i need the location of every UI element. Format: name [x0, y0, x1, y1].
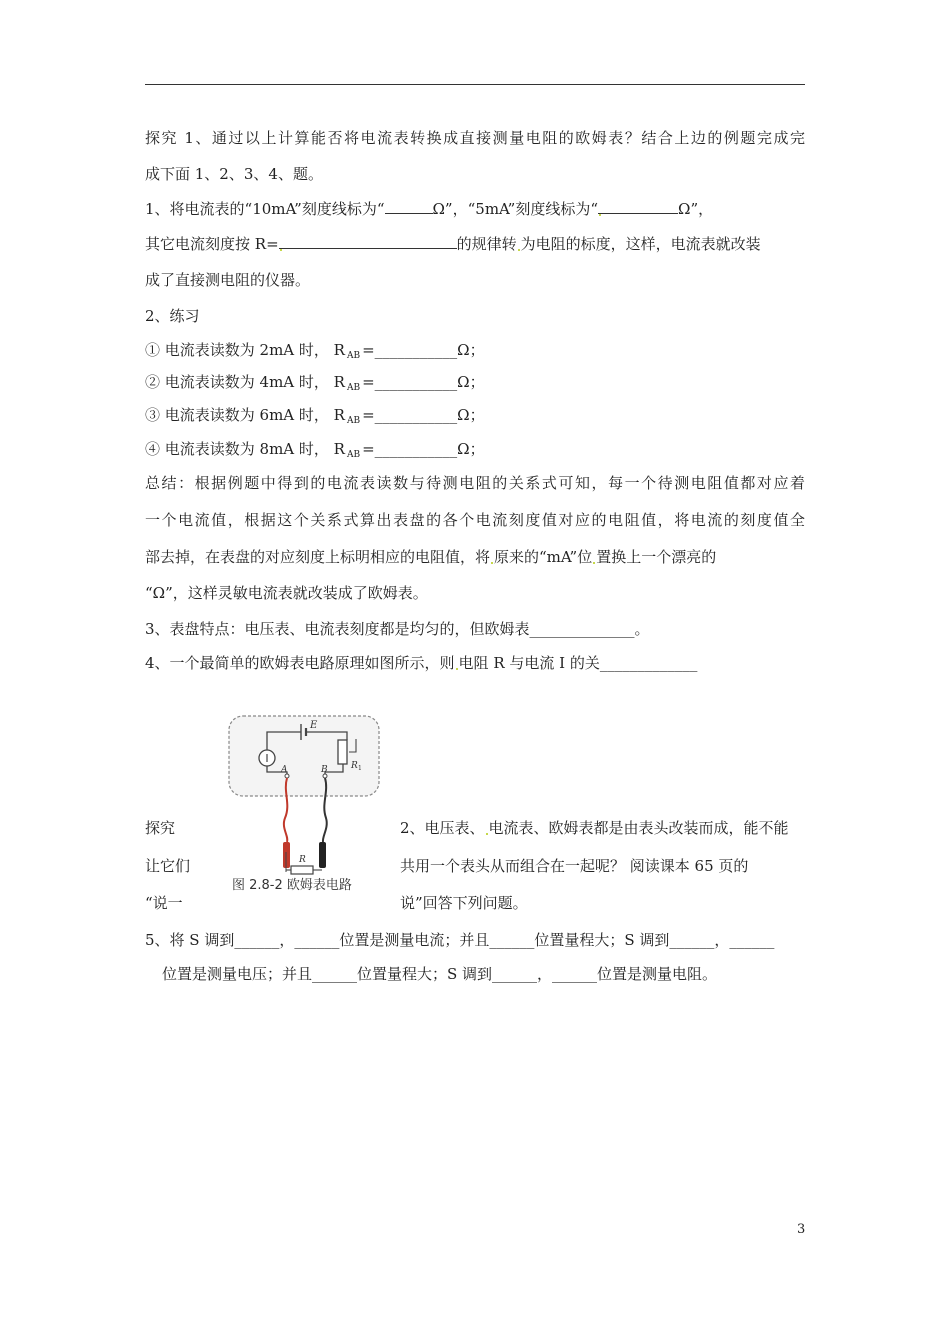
q1-line2: [145, 234, 761, 254]
q4-text-b: 电阻 R 与电流 I 的关: [458, 654, 600, 672]
q2-item-unit: Ω；: [457, 341, 485, 359]
q2-item-subscript: AB: [346, 383, 361, 393]
q2-item-equals: =: [362, 373, 375, 391]
scan-dot-mark: [491, 562, 493, 564]
q2-item-3: [145, 405, 485, 431]
q2-item-subscript: AB: [346, 450, 361, 460]
q1-line2-text-c: 为电阻的标度，这样，电流表就改装: [520, 235, 761, 253]
explore1-line1: 探究 1、通过以上计算能否将电流表转换成直接测量电阻的欧姆表？结合上边的例题完成完: [145, 129, 805, 147]
q1-line2-text-a: 其它电流刻度按 R=: [145, 235, 279, 253]
label-r1: R: [351, 761, 358, 771]
q2-item-2: [145, 372, 485, 398]
q2-item-label: ④ 电流表读数为 8mA 时， R: [145, 440, 345, 458]
q2-item-unit: Ω；: [457, 406, 485, 424]
q2-title: 2、练习: [145, 307, 200, 325]
q1-text-b: Ω”，“5mA”刻度线标为“: [432, 200, 599, 218]
scan-dot-mark: [456, 668, 458, 670]
resistor-r: [291, 866, 313, 874]
q2-item-1: [145, 340, 485, 366]
label-b: B: [321, 765, 328, 775]
q1-blank-formula[interactable]: [279, 234, 457, 249]
summary-line3: [145, 547, 716, 567]
q4-text-a: 4、一个最简单的欧姆表电路原理如图所示，则: [145, 654, 455, 672]
explore2-left-1: 探究: [145, 819, 176, 837]
scan-dot-mark: [486, 833, 488, 835]
q1-text-a: 1、将电流表的“10mA”刻度线标为“: [145, 200, 385, 218]
explore2-right-3: 说”回答下列问题。: [400, 894, 528, 912]
dashed-enclosure: [229, 716, 379, 796]
label-a: A: [281, 765, 288, 775]
scan-dot-mark: [518, 249, 520, 251]
q3-text: 3、表盘特点：电压表、电流表刻度都是均匀的，但欧姆表: [145, 620, 530, 638]
q5-line1: 5、将 S 调到______，______位置是测量电流；并且______位置量程大；S 调到______，______: [145, 931, 775, 949]
q2-item-unit: Ω；: [457, 440, 485, 458]
explore2-right-1b: 电流表、欧姆表都是由表头改装而成，能不能: [488, 819, 789, 837]
label-e: E: [310, 720, 318, 731]
summary-line4: “Ω”，这样灵敏电流表就改装成了欧姆表。: [145, 584, 428, 602]
label-r: R: [299, 855, 306, 865]
summary-line1: 总结：根据例题中得到的电流表读数与待测电阻的关系式可知，每一个待测电阻值都对应着: [145, 474, 805, 492]
q4-line: [145, 653, 697, 673]
explore2-right-1: [400, 818, 789, 838]
explore2-right-1a: 2、电压表、: [400, 819, 485, 837]
q3-blank[interactable]: ______________: [529, 620, 635, 638]
explore1-line2: 成下面 1、2、3、4、题。: [145, 165, 323, 183]
q1-blank-10ma[interactable]: [385, 199, 433, 214]
q4-blank[interactable]: _____________: [599, 654, 698, 672]
q2-item-label: ③ 电流表读数为 6mA 时， R: [145, 406, 345, 424]
page-number: 3: [797, 1222, 806, 1237]
q2-item-equals: =: [362, 341, 375, 359]
black-probe: [319, 842, 326, 868]
q2-item-subscript: AB: [346, 416, 361, 426]
summary-line3-b: 原来的“mA”位: [494, 548, 593, 566]
q1-line3: 成了直接测电阻的仪器。: [145, 271, 311, 289]
figure-caption: 图 2.8-2 欧姆表电路: [232, 878, 352, 893]
q2-item-label: ② 电流表读数为 4mA 时， R: [145, 373, 345, 391]
q2-item-unit: Ω；: [457, 373, 485, 391]
q2-item-equals: =: [362, 440, 375, 458]
scan-dot-mark: [280, 249, 282, 251]
rheostat-r1: [338, 740, 347, 764]
summary-line2: 一个电流值，根据这个关系式算出表盘的各个电流刻度值对应的电阻值，将电流的刻度值全: [145, 511, 805, 529]
explore2-left-2: 让它们: [145, 857, 191, 875]
explore2-right-2: 共用一个表头从而组合在一起呢？ 阅读课本 65 页的: [400, 857, 749, 875]
scan-dot-mark: [599, 214, 601, 216]
header-rule: [145, 84, 805, 85]
q1-blank-5ma[interactable]: [598, 199, 678, 214]
q2-item-label: ① 电流表读数为 2mA 时， R: [145, 341, 345, 359]
q2-item-subscript: AB: [346, 351, 361, 361]
q2-item-blank[interactable]: ___________: [374, 373, 458, 391]
q3-end: 。: [634, 620, 650, 638]
q1-line2-text-b: 的规律转: [456, 235, 517, 253]
q2-item-equals: =: [362, 406, 375, 424]
label-r1-subscript: 1: [358, 765, 362, 772]
q5-line2: 位置是测量电压；并且______位置量程大；S 调到______，______位置是测量电阻。: [162, 965, 718, 983]
explore2-left-3: “说一: [145, 894, 183, 912]
scan-dot-mark: [593, 562, 595, 564]
summary-line3-c: 置换上一个漂亮的: [596, 548, 717, 566]
summary-line3-a: 部去掉，在表盘的对应刻度上标明相应的电阻值，将: [145, 548, 491, 566]
q3-line: [145, 619, 650, 639]
q2-item-4: [145, 439, 485, 465]
q2-item-blank[interactable]: ___________: [374, 341, 458, 359]
q2-item-blank[interactable]: ___________: [374, 440, 458, 458]
q1-text-c: Ω”，: [678, 200, 714, 218]
q2-item-blank[interactable]: ___________: [374, 406, 458, 424]
q1-line1: [145, 199, 713, 219]
